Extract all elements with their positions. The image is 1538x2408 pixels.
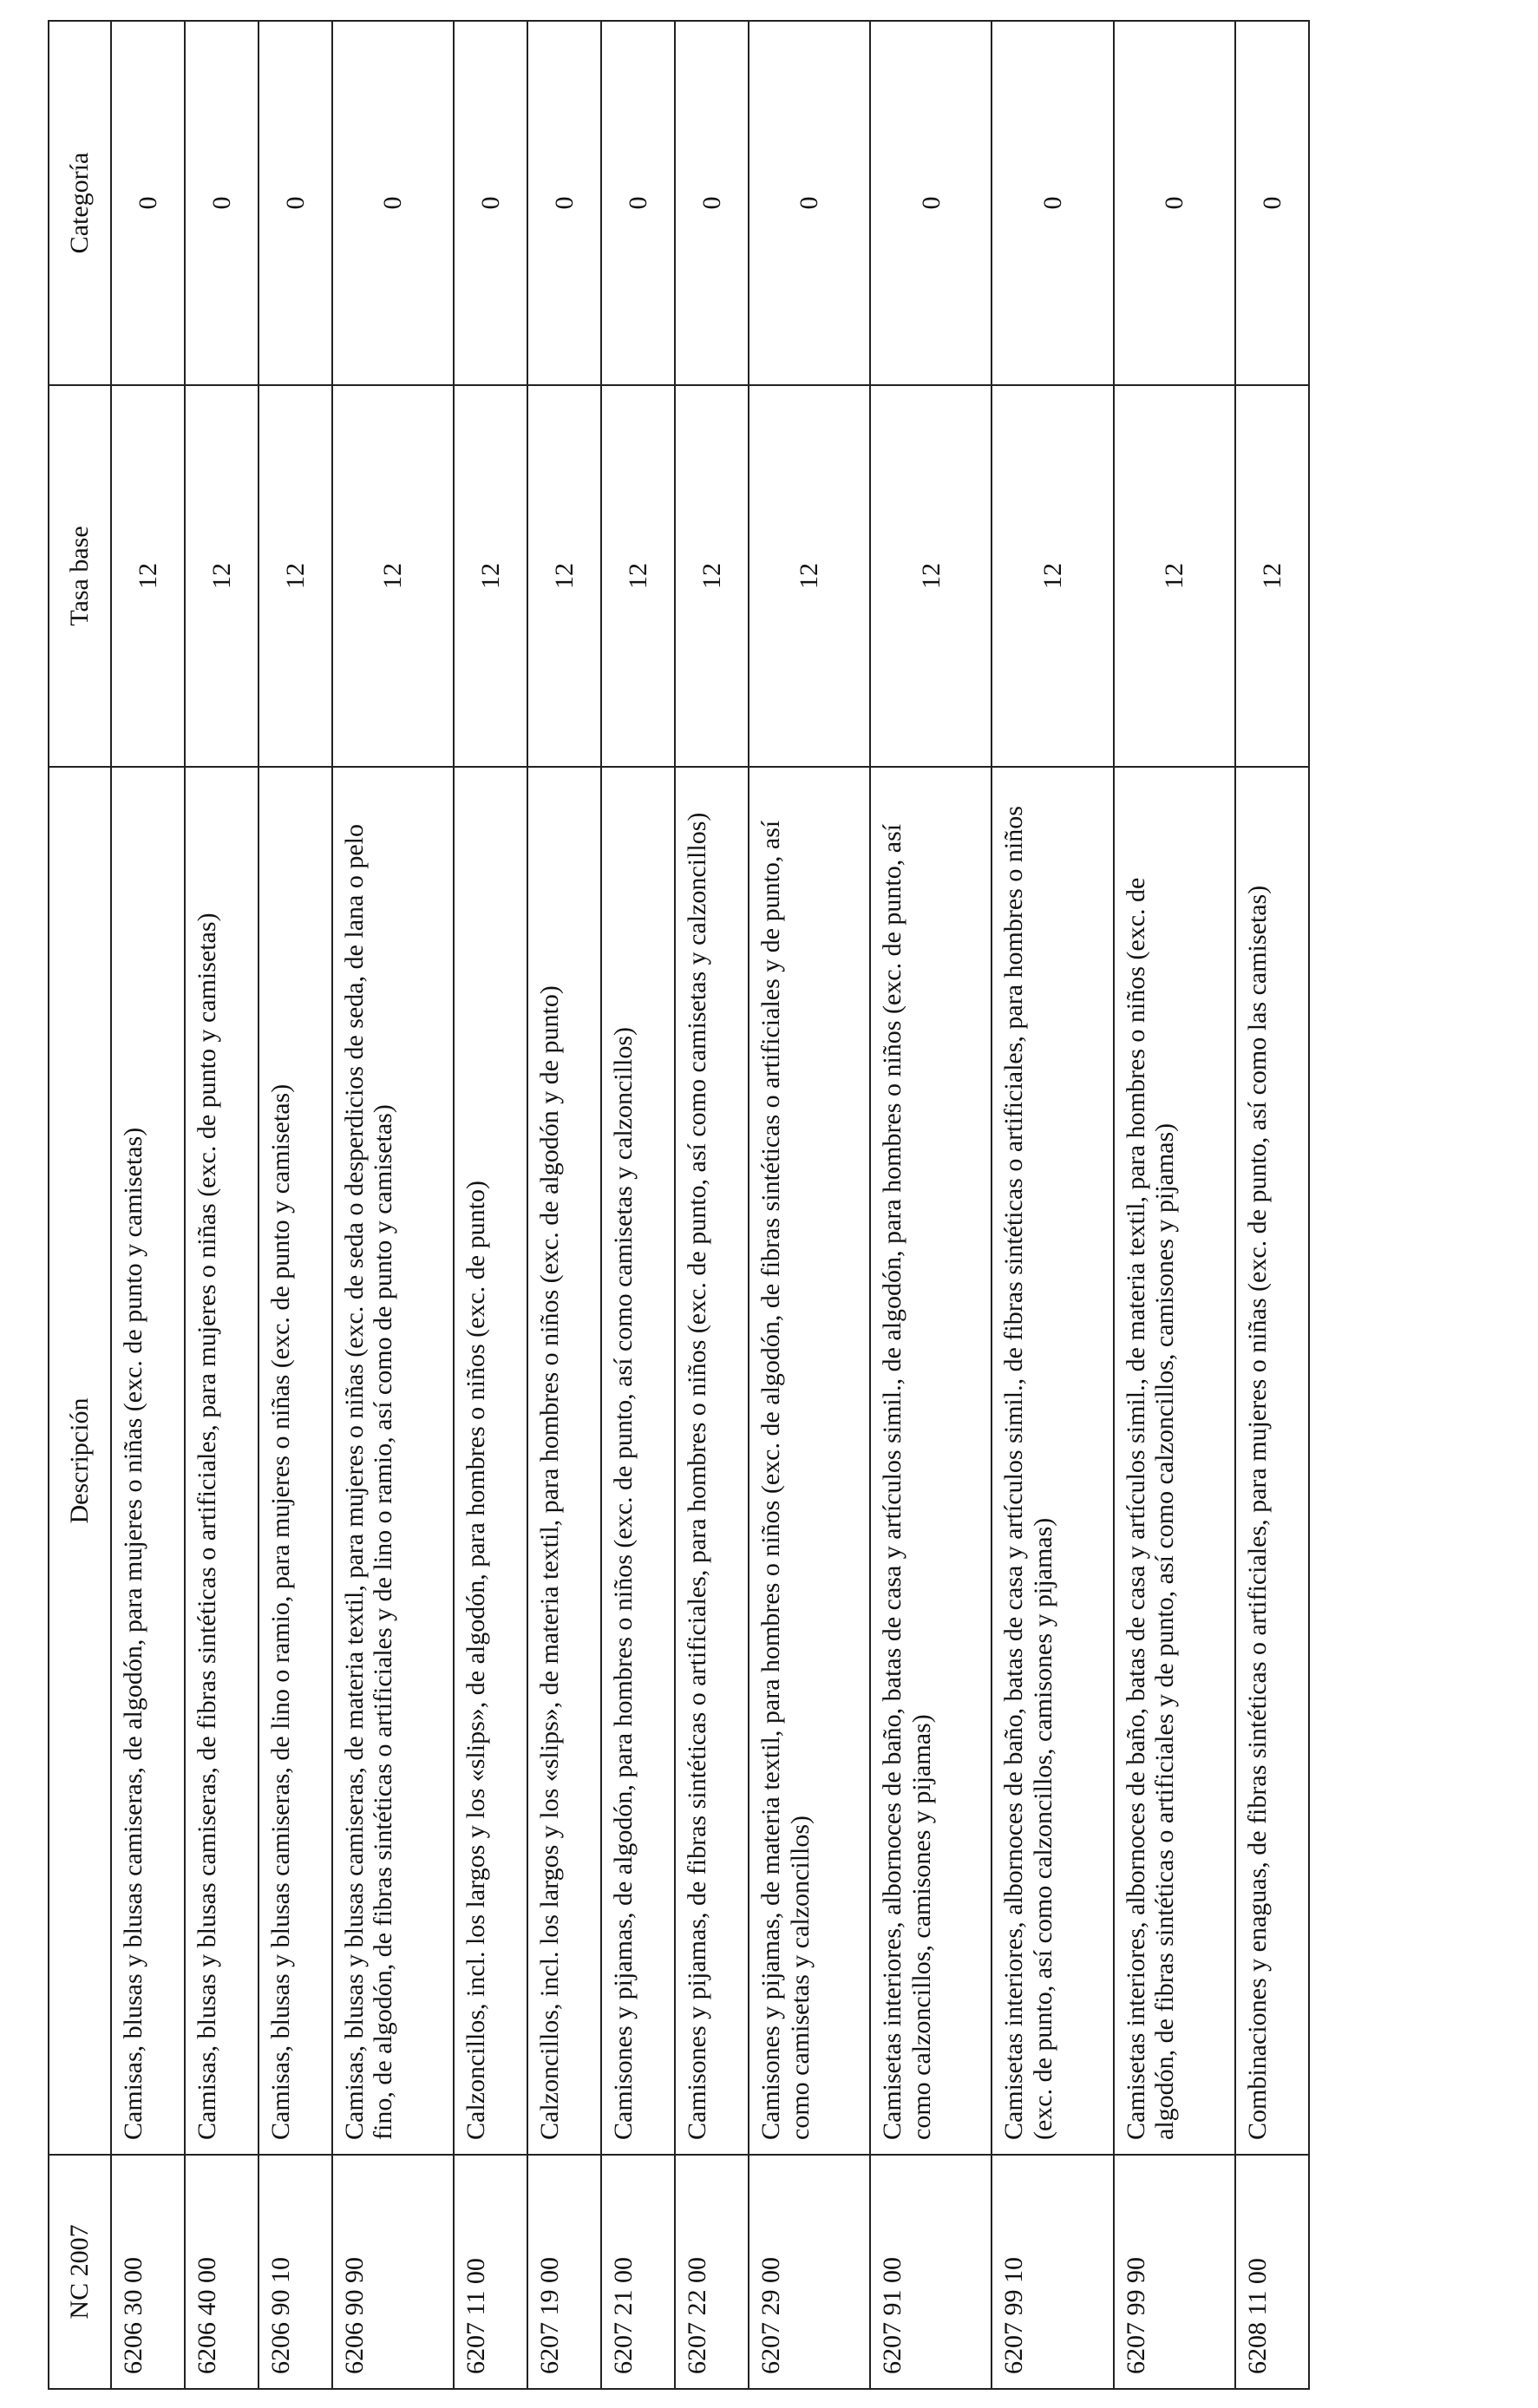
table-row: [332, 21, 454, 2389]
row-category: 0: [185, 21, 259, 385]
table-row: [1114, 21, 1235, 2389]
table-row: [749, 21, 870, 2389]
row-description: Camisas, blusas y blusas camiseras, de lino o ramio, para mujeres o niñas (exc. de punto y camisetas): [259, 767, 332, 2155]
row-code: 6206 30 00: [111, 2155, 185, 2389]
row-category: 0: [1114, 21, 1235, 385]
row-description: Camisones y pijamas, de fibras sintéticas o artificiales, para hombres o niños (exc. de punto, así como camisetas y calzoncillos): [675, 767, 749, 2155]
row-category: 0: [332, 21, 454, 385]
row-code: 6207 19 00: [527, 2155, 601, 2389]
header-description: Descripción: [49, 767, 111, 2155]
table-row: [259, 21, 332, 2389]
row-category: 0: [111, 21, 185, 385]
row-base-rate: 12: [675, 385, 749, 767]
row-category: 0: [454, 21, 527, 385]
row-base-rate: 12: [870, 385, 992, 767]
row-code: 6207 11 00: [454, 2155, 527, 2389]
row-description: Calzoncillos, incl. los largos y los «slips», de algodón, para hombres o niños (exc. de punto): [454, 767, 527, 2155]
row-category: 0: [992, 21, 1113, 385]
row-category: 0: [749, 21, 870, 385]
header-code: NC 2007: [49, 2155, 111, 2389]
row-description: Camisetas interiores, albornoces de baño, batas de casa y artículos simil., de fibras sintéticas o artificiales, para hombres o niños (exc. de punto, así como calzoncillos, camisones y pijamas): [992, 767, 1113, 2155]
row-code: 6207 99 90: [1114, 2155, 1235, 2389]
row-description: Camisas, blusas y blusas camiseras, de fibras sintéticas o artificiales, para mujeres o niñas (exc. de punto y camisetas): [185, 767, 259, 2155]
row-category: 0: [1235, 21, 1309, 385]
row-code: 6206 90 90: [332, 2155, 454, 2389]
row-category: 0: [675, 21, 749, 385]
table-row: [870, 21, 992, 2389]
row-code: 6207 99 10: [992, 2155, 1113, 2389]
table-row: [1235, 21, 1309, 2389]
row-base-rate: 12: [749, 385, 870, 767]
row-category: 0: [527, 21, 601, 385]
row-description: Calzoncillos, incl. los largos y los «slips», de materia textil, para hombres o niños (exc. de algodón y de punto): [527, 767, 601, 2155]
row-description: Combinaciones y enaguas, de fibras sintéticas o artificiales, para mujeres o niñas (exc. de punto, así como las camisetas): [1235, 767, 1309, 2155]
row-base-rate: 12: [1114, 385, 1235, 767]
row-code: 6207 29 00: [749, 2155, 870, 2389]
table-row: [675, 21, 749, 2389]
row-description: Camisas, blusas y blusas camiseras, de materia textil, para mujeres o niñas (exc. de seda o desperdicios de seda, de lana o pelo fino, de algodón, de fibras sintéticas o artificiales y de lino o ramio, así como de punto y camisetas): [332, 767, 454, 2155]
row-description: Camisones y pijamas, de materia textil, para hombres o niños (exc. de algodón, de fibras sintéticas o artificiales y de punto, así como camisetas y calzoncillos): [749, 767, 870, 2155]
table-row: [992, 21, 1113, 2389]
row-base-rate: 12: [185, 385, 259, 767]
table-row: [185, 21, 259, 2389]
row-code: 6208 11 00: [1235, 2155, 1309, 2389]
tariff-table: [48, 20, 1310, 2390]
table-body: [111, 21, 1309, 2389]
row-category: 0: [601, 21, 675, 385]
row-description: Camisas, blusas y blusas camiseras, de algodón, para mujeres o niñas (exc. de punto y camisetas): [111, 767, 185, 2155]
row-base-rate: 12: [601, 385, 675, 767]
table-row: [527, 21, 601, 2389]
row-code: 6207 21 00: [601, 2155, 675, 2389]
row-category: 0: [870, 21, 992, 385]
row-code: 6206 40 00: [185, 2155, 259, 2389]
row-code: 6207 91 00: [870, 2155, 992, 2389]
table-row: [601, 21, 675, 2389]
row-description: Camisetas interiores, albornoces de baño, batas de casa y artículos simil., de algodón, para hombres o niños (exc. de punto, así como calzoncillos, camisones y pijamas): [870, 767, 992, 2155]
rotated-page: [48, 22, 1310, 2390]
header-base-rate: Tasa base: [49, 385, 111, 767]
table-row: [454, 21, 527, 2389]
row-base-rate: 12: [332, 385, 454, 767]
row-base-rate: 12: [1235, 385, 1309, 767]
row-category: 0: [259, 21, 332, 385]
row-base-rate: 12: [454, 385, 527, 767]
row-code: 6206 90 10: [259, 2155, 332, 2389]
row-code: 6207 22 00: [675, 2155, 749, 2389]
row-base-rate: 12: [992, 385, 1113, 767]
row-base-rate: 12: [527, 385, 601, 767]
row-description: Camisetas interiores, albornoces de baño, batas de casa y artículos simil., de materia textil, para hombres o niños (exc. de algodón, de fibras sintéticas o artificiales y de punto, así como calzoncillos, camisones y pijamas): [1114, 767, 1235, 2155]
row-base-rate: 12: [111, 385, 185, 767]
table-row: [111, 21, 185, 2389]
row-description: Camisones y pijamas, de algodón, para hombres o niños (exc. de punto, así como camisetas y calzoncillos): [601, 767, 675, 2155]
header-category: Categoría: [49, 21, 111, 385]
row-base-rate: 12: [259, 385, 332, 767]
table-header-row: [49, 21, 111, 2389]
